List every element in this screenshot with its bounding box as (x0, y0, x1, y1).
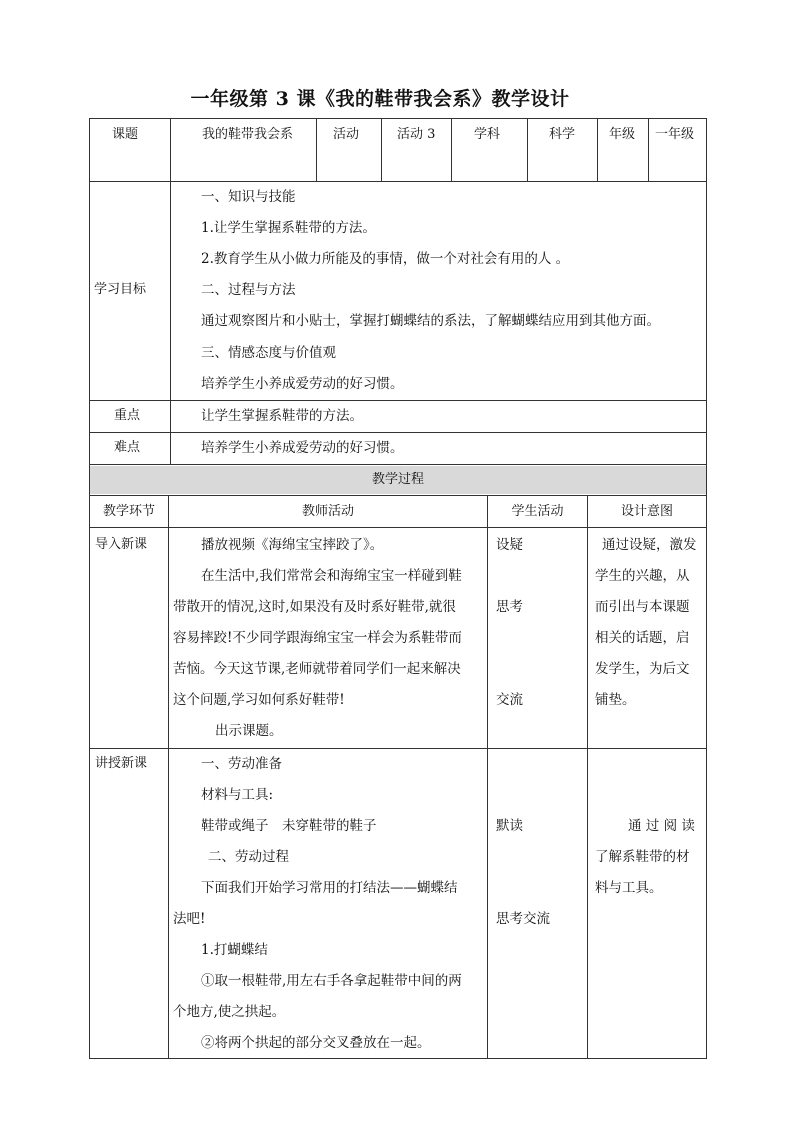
table-rule (597, 118, 598, 181)
student-activity: 默读 (496, 818, 523, 834)
key-point-label: 重点 (114, 408, 141, 423)
difficulty-value: 培养学生小养成爱劳动的好习惯。 (201, 440, 404, 456)
objective-line: 培养学生小养成爱劳动的好习惯。 (201, 376, 404, 392)
teacher-activity-line: 出示课题。 (215, 723, 283, 739)
design-intent-line: 铺垫。 (595, 692, 636, 708)
column-header-teacher: 教师活动 (301, 504, 354, 519)
objectives-label: 学习目标 (94, 282, 147, 297)
activity-label: 活动 (333, 127, 360, 142)
teacher-activity-line: 带散开的情况,这时,如果没有及时系好鞋带,就很 (173, 599, 456, 615)
teacher-activity-line: 法吧! (173, 911, 206, 927)
teacher-activity-line: ①取一根鞋带,用左右手各拿起鞋带中间的两 (201, 973, 462, 989)
objective-line: 1.让学生掌握系鞋带的方法。 (201, 220, 376, 236)
process-title: 教学过程 (371, 472, 424, 487)
table-rule (89, 748, 707, 749)
design-intent-line: 料与工具。 (595, 880, 663, 896)
table-rule (487, 495, 488, 1058)
teacher-activity-line: 1.打蝴蝶结 (201, 942, 268, 958)
design-intent-line: 了解系鞋带的材 (595, 849, 690, 865)
table-rule (527, 118, 528, 181)
teacher-activity-line: 这个问题,学习如何系好鞋带! (173, 692, 345, 708)
design-intent-line: 相关的话题，启 (595, 630, 690, 646)
teacher-activity-line: 苦恼。今天这节课,老师就带着同学们一起来解决 (173, 661, 461, 677)
grade-label: 年级 (609, 127, 636, 142)
table-rule (451, 118, 452, 181)
teacher-activity-line: 在生活中,我们常常会和海绵宝宝一样碰到鞋 (201, 568, 462, 584)
teacher-activity-line: ②将两个拱起的部分交叉叠放在一起。 (201, 1035, 431, 1051)
table-rule (89, 495, 707, 496)
table-rule (89, 527, 707, 528)
table-rule (89, 464, 707, 465)
lesson-label: 课题 (112, 127, 139, 142)
student-activity: 交流 (496, 692, 523, 708)
table-border (706, 118, 707, 1058)
design-intent-line: 通过设疑，激发 (602, 537, 697, 553)
grade-value: 一年级 (655, 127, 695, 142)
stage-label: 讲授新课 (95, 756, 148, 771)
table-rule (316, 118, 317, 181)
objective-line: 通过观察图片和小贴士，掌握打蝴蝶结的系法，了解蝴蝶结应用到其他方面。 (201, 313, 660, 329)
student-activity: 思考 (496, 599, 523, 615)
teacher-activity-line: 一、劳动准备 (201, 756, 282, 772)
design-intent-line: 发学生，为后文 (595, 661, 690, 677)
objective-line: 一、知识与技能 (201, 189, 296, 205)
teacher-activity-line: 鞋带或绳子 未穿鞋带的鞋子 (201, 818, 377, 834)
objective-line: 2.教育学生从小做力所能及的事情，做一个对社会有用的人 。 (201, 251, 570, 267)
teacher-activity-line: 个地方,使之拱起。 (173, 1004, 286, 1020)
table-border (89, 118, 90, 1058)
subject-value: 科学 (549, 127, 576, 142)
design-intent-line: 而引出与本课题 (595, 599, 690, 615)
design-intent-line: 通 过 阅 读 (628, 818, 695, 834)
difficulty-label: 难点 (114, 440, 141, 455)
objective-line: 二、过程与方法 (201, 282, 296, 298)
teacher-activity-line: 播放视频《海绵宝宝摔跤了》。 (201, 537, 384, 553)
design-intent-line: 学生的兴趣，从 (595, 568, 690, 584)
table-rule (89, 181, 707, 182)
student-activity: 思考交流 (496, 911, 550, 927)
key-point-value: 让学生掌握系鞋带的方法。 (201, 408, 363, 424)
table-rule (587, 495, 588, 1058)
column-header-student: 学生活动 (511, 504, 564, 519)
table-border (89, 118, 707, 119)
table-rule (170, 118, 171, 464)
student-activity: 设疑 (496, 537, 523, 553)
teacher-activity-line: 容易摔跤!不少同学跟海绵宝宝一样会为系鞋带而 (173, 630, 462, 646)
page-title: 一年级第 3 课《我的鞋带我会系》教学设计 (190, 88, 570, 110)
teacher-activity-line: 材料与工具: (201, 787, 274, 803)
subject-label: 学科 (474, 127, 501, 142)
table-rule (89, 400, 707, 401)
table-rule (89, 432, 707, 433)
table-border (89, 1058, 707, 1059)
column-header-stage: 教学环节 (102, 504, 155, 519)
teacher-activity-line: 二、劳动过程 (208, 849, 289, 865)
activity-value: 活动 3 (397, 127, 436, 142)
table-rule (381, 118, 382, 181)
table-rule (648, 118, 649, 181)
stage-label: 导入新课 (95, 537, 148, 552)
table-rule (168, 495, 169, 1058)
lesson-value: 我的鞋带我会系 (202, 127, 294, 142)
column-header-intent: 设计意图 (620, 504, 673, 519)
teacher-activity-line: 下面我们开始学习常用的打结法——蝴蝶结 (201, 880, 458, 896)
objective-line: 三、情感态度与价值观 (201, 345, 336, 361)
